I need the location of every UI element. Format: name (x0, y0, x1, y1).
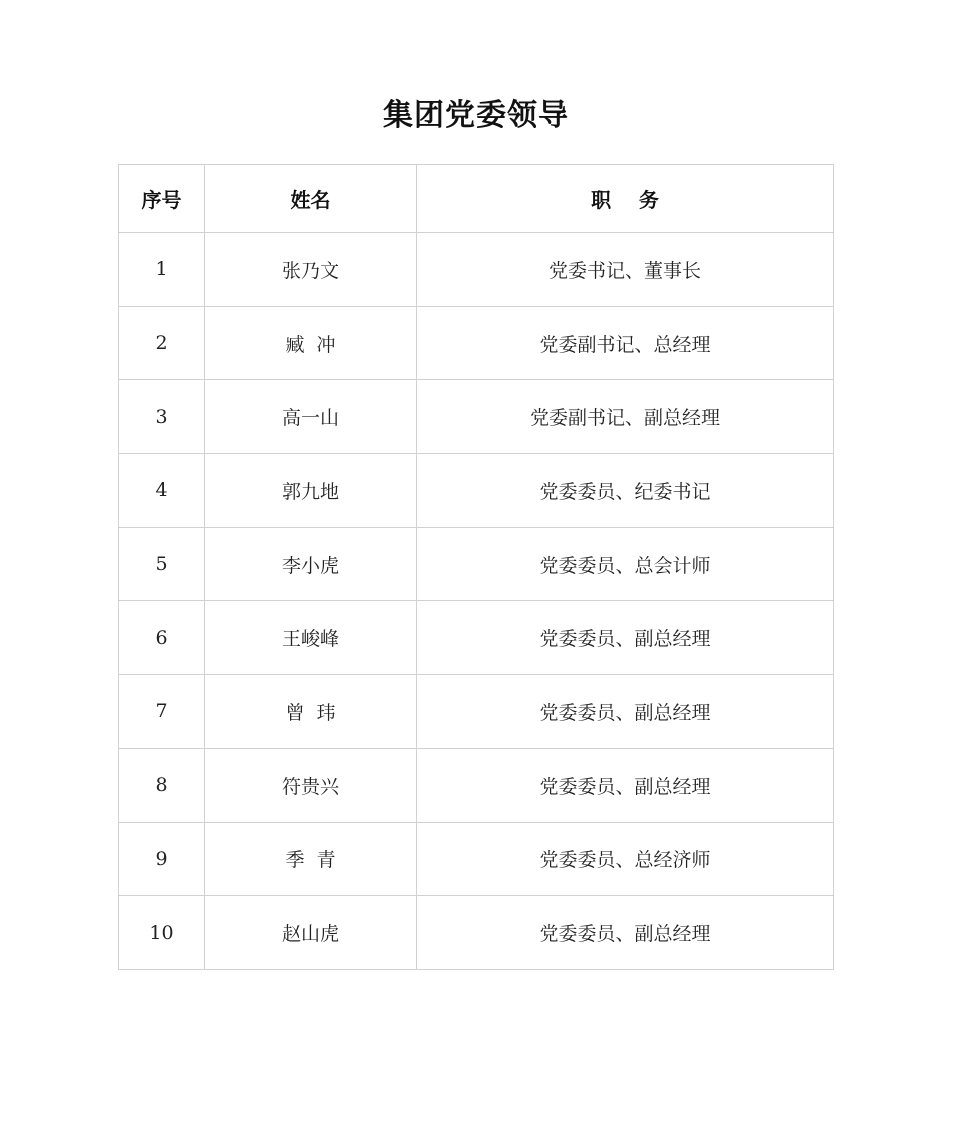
page-title: 集团党委领导 (383, 98, 569, 133)
row-name: 曾 玮 (205, 675, 417, 749)
row-name: 赵山虎 (205, 896, 417, 970)
row-name: 张乃文 (205, 233, 417, 307)
row-index: 6 (119, 601, 205, 675)
row-duty: 党委委员、总经济师 (417, 822, 834, 896)
row-duty: 党委委员、副总经理 (417, 675, 834, 749)
row-name: 符贵兴 (205, 748, 417, 822)
row-index: 9 (119, 822, 205, 896)
row-index: 8 (119, 748, 205, 822)
row-name: 季 青 (205, 822, 417, 896)
row-duty: 党委委员、纪委书记 (417, 454, 834, 528)
row-index: 5 (119, 527, 205, 601)
row-name: 李小虎 (205, 527, 417, 601)
table-row (119, 233, 834, 307)
table-row (119, 675, 834, 749)
row-name: 王峻峰 (205, 601, 417, 675)
row-index: 10 (119, 896, 205, 970)
row-duty: 党委书记、董事长 (417, 233, 834, 307)
header-row (119, 165, 834, 233)
row-index: 3 (119, 380, 205, 454)
table-row (119, 454, 834, 528)
table-row (119, 306, 834, 380)
table-row (119, 601, 834, 675)
row-name: 臧 冲 (205, 306, 417, 380)
row-name: 郭九地 (205, 454, 417, 528)
table-row (119, 822, 834, 896)
row-duty: 党委委员、副总经理 (417, 896, 834, 970)
header-name: 姓名 (205, 165, 417, 233)
row-index: 1 (119, 233, 205, 307)
row-duty: 党委委员、副总经理 (417, 601, 834, 675)
row-name: 高一山 (205, 380, 417, 454)
table-row (119, 748, 834, 822)
leaders-table (118, 164, 834, 970)
table-header (119, 165, 834, 233)
header-duty: 职 务 (417, 165, 834, 233)
row-duty: 党委副书记、总经理 (417, 306, 834, 380)
table-row (119, 380, 834, 454)
table-row (119, 896, 834, 970)
header-index: 序号 (119, 165, 205, 233)
row-index: 2 (119, 306, 205, 380)
table-row (119, 527, 834, 601)
row-duty: 党委委员、副总经理 (417, 748, 834, 822)
row-index: 7 (119, 675, 205, 749)
row-index: 4 (119, 454, 205, 528)
table-body (119, 233, 834, 970)
row-duty: 党委副书记、副总经理 (417, 380, 834, 454)
row-duty: 党委委员、总会计师 (417, 527, 834, 601)
